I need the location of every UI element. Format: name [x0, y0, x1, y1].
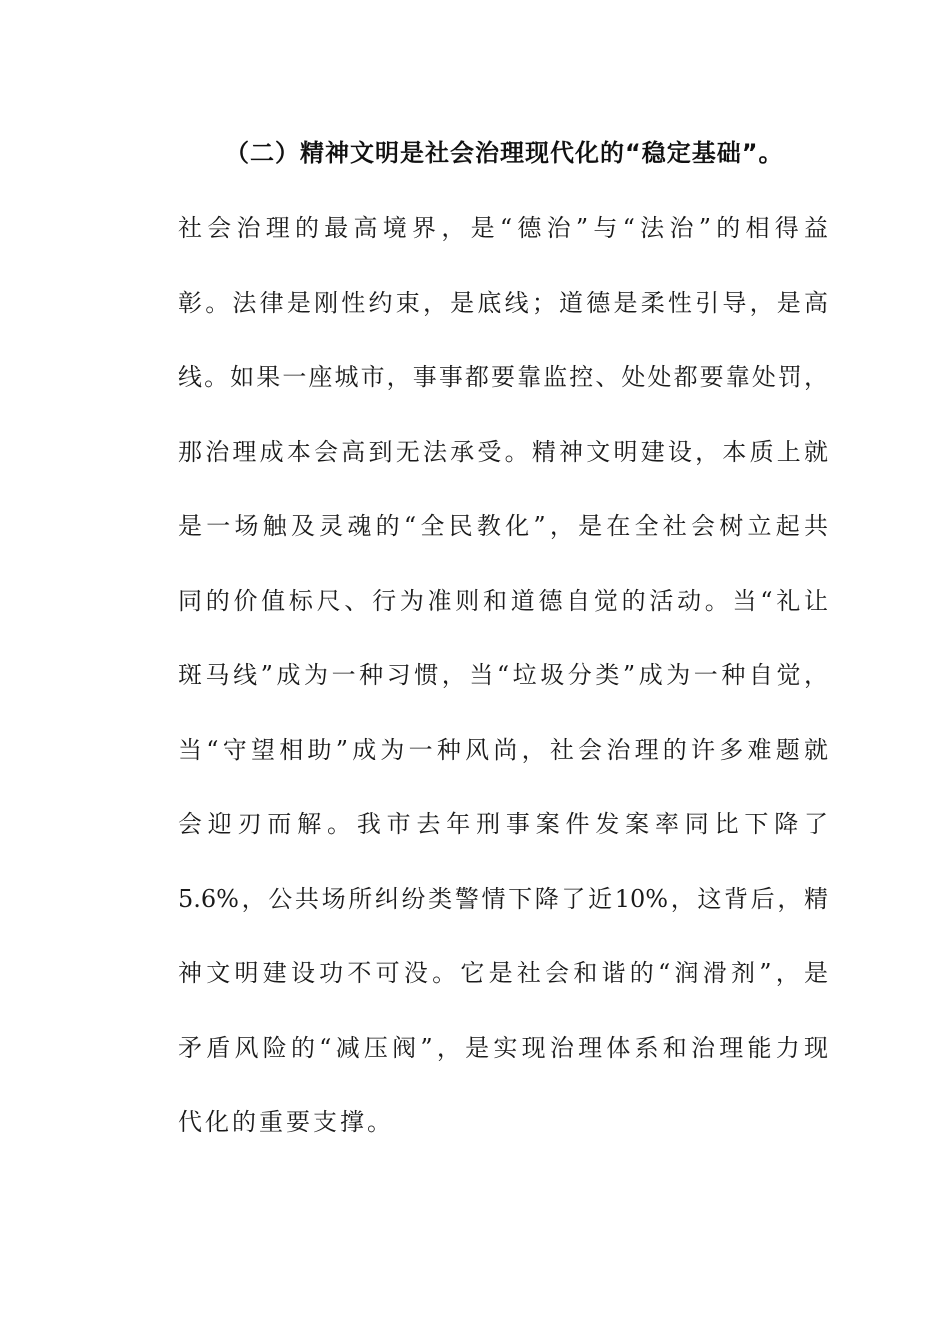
- paragraph-line: 当“守望相助”成为一种风尚，社会治理的许多难题就: [178, 736, 828, 764]
- section-heading: （二）精神文明是社会治理现代化的“稳定基础”。: [225, 139, 784, 167]
- paragraph-line: 斑马线”成为一种习惯，当“垃圾分类”成为一种自觉，: [178, 661, 828, 689]
- paragraph-line: 神文明建设功不可没。它是社会和谐的“润滑剂”，是: [178, 959, 828, 987]
- paragraph-line: 彰。法律是刚性约束，是底线；道德是柔性引导，是高: [178, 289, 828, 317]
- paragraph-line: 同的价值标尺、行为准则和道德自觉的活动。当“礼让: [178, 587, 828, 615]
- paragraph-line: 5.6%，公共场所纠纷类警情下降了近10%，这背后，精: [178, 885, 828, 913]
- paragraph-line: 社会治理的最高境界，是“德治”与“法治”的相得益: [178, 214, 828, 242]
- paragraph-line: 会迎刃而解。我市去年刑事案件发案率同比下降了: [178, 810, 828, 838]
- paragraph-line: 代化的重要支撑。: [178, 1108, 394, 1136]
- paragraph-line: 矛盾风险的“减压阀”，是实现治理体系和治理能力现: [178, 1034, 828, 1062]
- paragraph-line: 是一场触及灵魂的“全民教化”，是在全社会树立起共: [178, 512, 828, 540]
- paragraph-line: 那治理成本会高到无法承受。精神文明建设，本质上就: [178, 438, 828, 466]
- paragraph-line: 线。如果一座城市，事事都要靠监控、处处都要靠处罚，: [178, 363, 828, 391]
